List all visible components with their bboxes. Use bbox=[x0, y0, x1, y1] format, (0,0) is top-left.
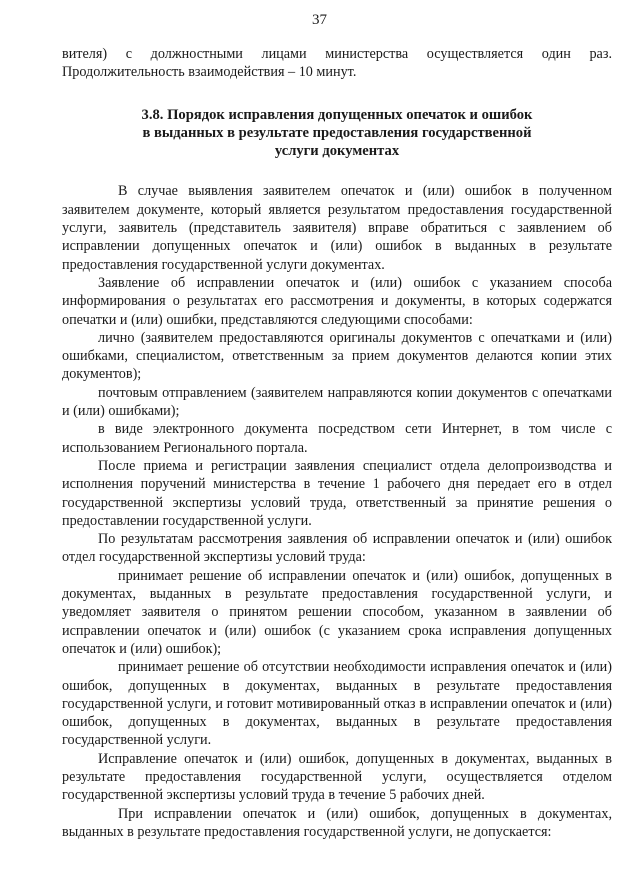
section-heading bbox=[62, 106, 612, 161]
paragraph-1: В случае выявления заявителем опечаток и (или) ошибок в полученном заявителем документе, который является результатом предоставления государственной услуги, заявитель (представитель заявителя) вправе обратиться с заявлением об исправлении допущенных опечаток и (или) ошибок в выданных в результате предоставления государственной услуги документах. bbox=[62, 183, 612, 273]
document-body bbox=[62, 45, 612, 841]
paragraph-9: принимает решение об отсутствии необходимости исправления опечаток и (или) ошибок, допущенных в документах, выданных в результате предоставления государственной услуги, и готовит мотивированный отказ в исправлении опечаток и (или) ошибок, допущенных в документах, выданных в результате предоставления государственной услуги. bbox=[62, 659, 612, 749]
paragraph-7: По результатам рассмотрения заявления об исправлении опечаток и (или) ошибок отдел государственной экспертизы условий труда: bbox=[62, 531, 612, 566]
paragraph-2: Заявление об исправлении опечаток и (или) ошибок с указанием способа информирования о результатах его рассмотрения и документы, в которых содержатся опечатки и (или) ошибки, представляются следующими способами: bbox=[62, 274, 612, 328]
paragraph-5: в виде электронного документа посредством сети Интернет, в том числе с использованием Регионального портала. bbox=[62, 421, 612, 456]
intro-paragraph: вителя) с должностными лицами министерства осуществляется один раз. Продолжительность взаимодействия – 10 минут. bbox=[62, 46, 612, 81]
section-heading-line-1: 3.8. Порядок исправления допущенных опечаток и ошибок bbox=[141, 106, 533, 123]
paragraph-8: принимает решение об исправлении опечаток и (или) ошибок, допущенных в документах, выданных в результате предоставления государственной услуги, и уведомляет заявителя о принятом решении способом, указанном в заявлении об исправлении опечаток и (или) ошибок (с указанием срока исправления допущенных опечаток и (или) ошибок); bbox=[62, 567, 612, 657]
paragraph-4: почтовым отправлением (заявителем направляются копии документов с опечатками и (или) ошибками); bbox=[62, 384, 612, 420]
paragraph-6: После приема и регистрации заявления специалист отдела делопроизводства и исполнения поручений министерства в течение 1 рабочего дня передает его в отдел государственной экспертизы условий труда, ответственный за принятие решения о предоставлении государственной услуги. bbox=[62, 457, 612, 529]
paragraph-11: При исправлении опечаток и (или) ошибок, допущенных в документах, выданных в результате предоставления государственной услуги, не допускается: bbox=[62, 805, 612, 840]
page-number: 37 bbox=[312, 12, 327, 28]
section-heading-line-2: в выданных в результате предоставления государственной bbox=[142, 124, 532, 141]
section-heading-line-3: услуги документах bbox=[274, 143, 400, 160]
paragraph-3: лично (заявителем предоставляются оригиналы документов с опечатками и (или) ошибками, специалистом, ответственным за прием документов делаются копии этих документов); bbox=[62, 329, 612, 383]
paragraph-10: Исправление опечаток и (или) ошибок, допущенных в документах, выданных в результате предоставления государственной услуги, осуществляется отделом государственной экспертизы условий труда в течение 5 рабочих дней. bbox=[62, 750, 612, 804]
